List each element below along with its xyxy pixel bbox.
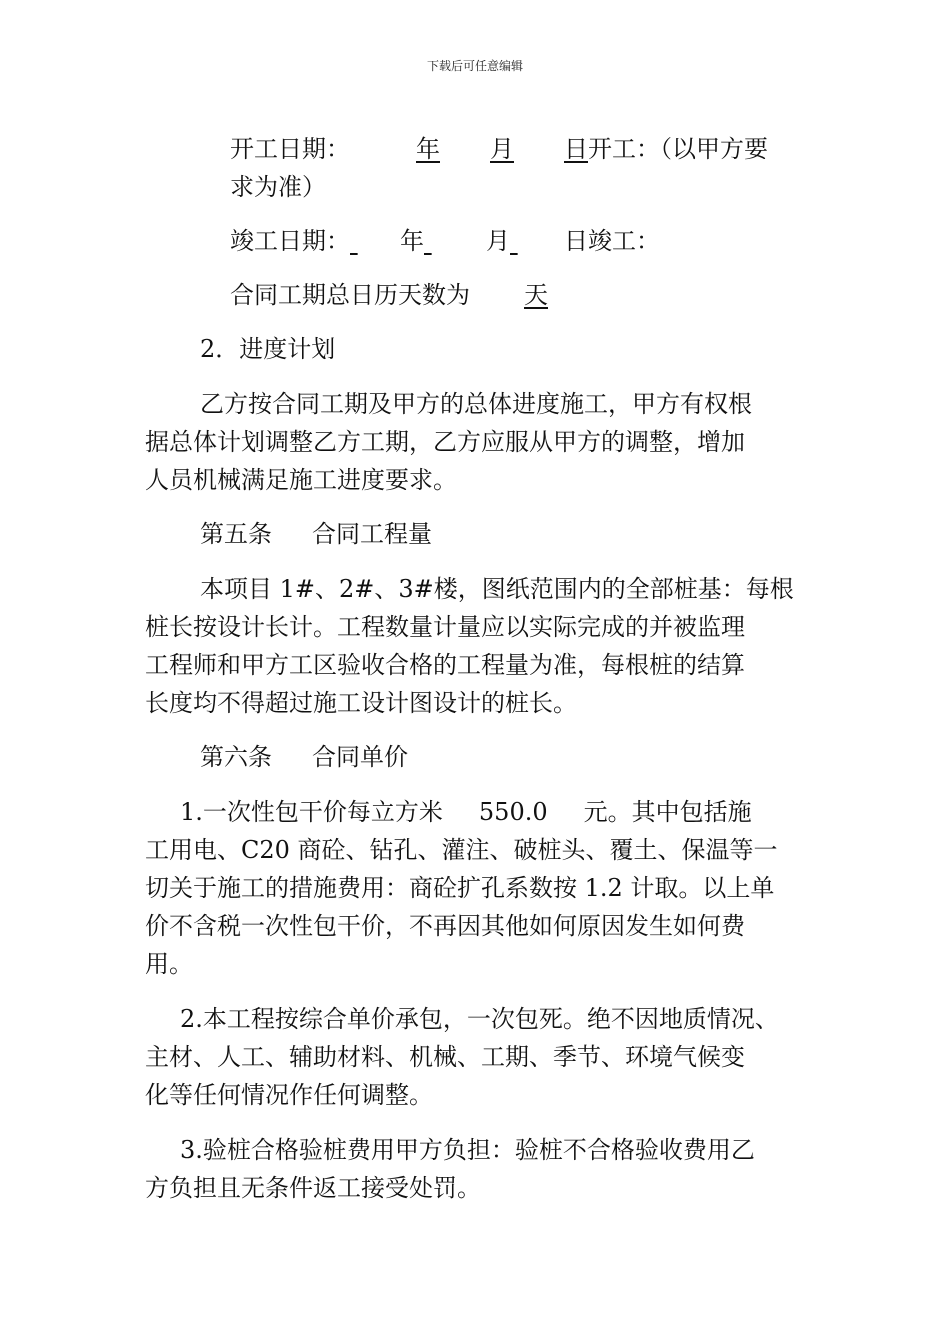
- paragraph-line: 乙方按合同工期及甲方的总体进度施工，甲方有权根: [200, 390, 752, 418]
- end-date-line: 竣工日期： 年 月 日竣工：: [230, 222, 660, 260]
- paragraph-line: 方负担且无条件返工接受处罚。: [145, 1174, 481, 1202]
- paragraph-line: 工用电、C20 商砼、钻孔、灌注、破桩头、覆土、保温等一: [145, 836, 778, 864]
- page-header: 下载后可任意编辑: [426, 59, 523, 73]
- item1-first-line: 1.一次性包干价每立方米 550.0 元。其中包括施: [180, 798, 752, 826]
- end-month-blank: [424, 222, 486, 260]
- paragraph-line: 人员机械满足施工进度要求。: [145, 466, 457, 494]
- end-day-blank: [510, 222, 564, 260]
- article6-heading: 第六条 合同单价: [200, 743, 408, 771]
- paragraph-line: 本项目 1#、2#、3#楼，图纸范围内的全部桩基：每根: [200, 575, 794, 603]
- progress-heading: 2．进度计划: [200, 335, 336, 363]
- total-days-line: 合同工期总日历天数为 天: [230, 281, 548, 309]
- paragraph-line: 据总体计划调整乙方工期，乙方应服从甲方的调整，增加: [145, 428, 745, 456]
- paragraph-line: 工程师和甲方工区验收合格的工程量为准，每根桩的结算: [145, 651, 745, 679]
- paragraph-line: 价不含税一次性包干价，不再因其他如何原因发生如何费: [145, 912, 745, 940]
- paragraph-line: 2.本工程按综合单价承包，一次包死。绝不因地质情况、: [180, 1005, 779, 1033]
- paragraph-line: 切关于施工的措施费用：商砼扩孔系数按 1.2 计取。以上单: [145, 874, 775, 902]
- start-date-line-2: 求为准）: [230, 173, 326, 201]
- unit-price: 550.0: [478, 798, 548, 826]
- end-year-blank: [350, 222, 400, 260]
- paragraph-line: 化等任何情况作任何调整。: [145, 1081, 433, 1109]
- paragraph-line: 长度均不得超过施工设计图设计的桩长。: [145, 689, 577, 717]
- total-days-blank: 天: [524, 281, 548, 309]
- start-date-label: 开工日期：: [230, 135, 350, 163]
- paragraph-line: 用。: [145, 950, 193, 978]
- paragraph-line: 主材、人工、辅助材料、机械、工期、季节、环境气候变: [145, 1043, 745, 1071]
- end-date-label: 竣工日期：: [230, 227, 350, 255]
- paragraph-line: 桩长按设计长计。工程数量计量应以实际完成的并被监理: [145, 613, 745, 641]
- start-date-blank: 年 月 日: [416, 135, 588, 163]
- start-date-line: [230, 130, 768, 168]
- start-date-suffix: 开工：（以甲方要: [588, 135, 768, 163]
- paragraph-line: 3.验桩合格验桩费用甲方负担：验桩不合格验收费用乙: [180, 1136, 755, 1164]
- article5-heading: 第五条 合同工程量: [200, 520, 432, 548]
